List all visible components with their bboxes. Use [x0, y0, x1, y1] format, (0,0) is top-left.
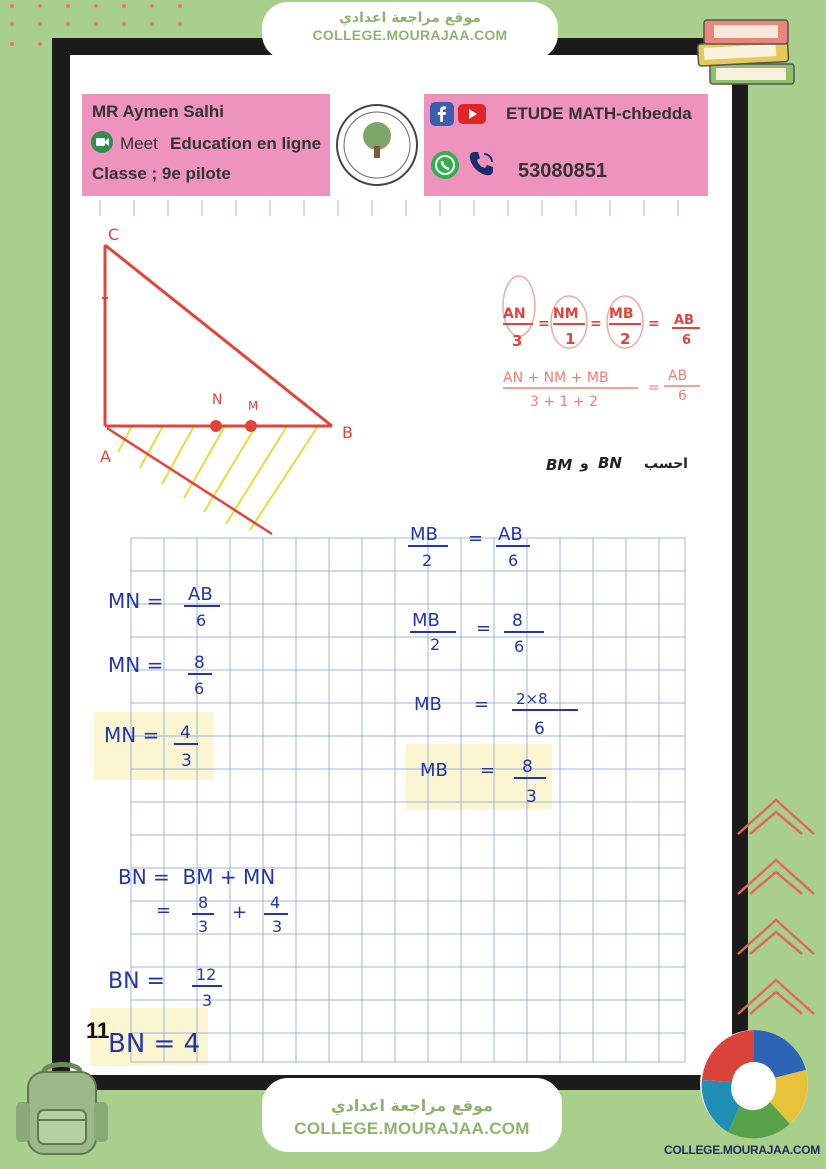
meet-label: Meet	[120, 134, 158, 153]
school-wheel-icon	[694, 1024, 814, 1142]
point-n-marker	[210, 420, 222, 432]
svg-text:6: 6	[682, 333, 692, 348]
label-a: A	[100, 447, 111, 466]
triangle-figure	[100, 225, 353, 534]
svg-text:2: 2	[422, 551, 433, 570]
svg-text:6: 6	[534, 719, 545, 739]
svg-text:=: =	[156, 900, 172, 921]
svg-text:8: 8	[522, 757, 533, 777]
svg-text:BN = 4: BN = 4	[108, 1029, 201, 1059]
svg-text:3: 3	[181, 751, 192, 771]
svg-text:AB: AB	[674, 313, 694, 328]
svg-text:MN =: MN =	[104, 723, 160, 747]
svg-text:BN: BN	[598, 454, 622, 472]
svg-text:=: =	[474, 694, 490, 715]
svg-text:6: 6	[678, 388, 687, 404]
svg-text:6: 6	[514, 637, 525, 656]
footer-domain: COLLEGE.MOURAJAA.COM	[294, 1119, 530, 1139]
svg-text:BN =: BN =	[108, 969, 165, 994]
svg-text:8: 8	[198, 893, 209, 912]
teacher-name: MR Aymen Salhi	[92, 102, 224, 121]
svg-text:2×8: 2×8	[516, 690, 548, 708]
page-number: 11	[86, 1018, 110, 1043]
svg-text:3: 3	[202, 991, 213, 1010]
svg-text:MB: MB	[412, 610, 440, 631]
label-n: N	[212, 392, 223, 408]
platform-name: Education en ligne	[170, 134, 322, 153]
svg-text:3 + 1 + 2: 3 + 1 + 2	[530, 394, 598, 410]
footer-brand: COLLEGE.MOURAJAA.COM	[664, 1143, 821, 1157]
label-b: B	[342, 423, 353, 442]
label-c: C	[108, 225, 120, 244]
svg-text:AB: AB	[188, 584, 213, 605]
phone-number: 53080851	[518, 160, 607, 182]
svg-text:4: 4	[270, 893, 281, 912]
svg-text:=: =	[476, 618, 492, 639]
svg-text:MB: MB	[414, 694, 442, 715]
svg-text:3: 3	[512, 332, 523, 350]
site-domain: COLLEGE.MOURAJAA.COM	[312, 26, 508, 43]
svg-text:4: 4	[180, 723, 191, 743]
svg-text:BM: BM	[546, 456, 573, 474]
backpack-icon	[10, 1058, 114, 1158]
svg-text:6: 6	[508, 551, 519, 570]
svg-text:NM: NM	[553, 306, 579, 322]
svg-text:12: 12	[196, 965, 217, 984]
svg-text:MB: MB	[609, 306, 634, 322]
svg-text:=: =	[648, 380, 660, 396]
svg-text:BN = BM + MN: BN = BM + MN	[118, 865, 276, 889]
channel-name: ETUDE MATH-chbedda	[506, 104, 692, 123]
svg-text:3: 3	[272, 917, 283, 936]
svg-text:=: =	[480, 760, 496, 781]
svg-text:MN =: MN =	[108, 589, 164, 613]
bn-steps	[108, 865, 288, 1059]
svg-text:3: 3	[198, 917, 209, 936]
footer-arabic-name: موقع مراجعة اعدادي	[330, 1096, 494, 1115]
ruler-ticks	[100, 200, 678, 216]
svg-text:و: و	[580, 456, 589, 472]
svg-text:2: 2	[620, 330, 631, 348]
svg-text:6: 6	[194, 679, 205, 698]
hatching	[118, 426, 318, 530]
svg-text:+: +	[232, 902, 248, 923]
chevron-decoration-icon	[730, 790, 826, 1040]
site-footer-pill[interactable]	[262, 1078, 562, 1152]
label-m: M	[248, 399, 259, 413]
point-m-marker	[245, 420, 257, 432]
svg-text:MB: MB	[420, 760, 448, 781]
svg-text:=: =	[648, 316, 660, 332]
svg-text:AN: AN	[503, 306, 526, 322]
svg-text:6: 6	[196, 611, 207, 630]
svg-text:8: 8	[194, 653, 205, 673]
ratio-equalities	[503, 276, 700, 410]
svg-text:1: 1	[565, 330, 576, 348]
mb-steps	[408, 524, 578, 807]
svg-text:MN =: MN =	[108, 653, 164, 677]
svg-text:=: =	[590, 316, 602, 332]
svg-text:MB: MB	[410, 524, 438, 545]
svg-text:AN + NM + MB: AN + NM + MB	[503, 370, 609, 386]
svg-text:=: =	[538, 316, 550, 332]
svg-text:8: 8	[512, 611, 523, 631]
svg-text:AB: AB	[668, 368, 688, 384]
svg-text:احسب: احسب	[644, 456, 688, 472]
task-instruction	[546, 454, 688, 474]
class-label: Classe ; 9e pilote	[92, 164, 231, 183]
svg-text:=: =	[468, 528, 484, 549]
site-arabic-name: موقع مراجعة اعدادي	[339, 10, 481, 26]
svg-text:2: 2	[430, 635, 441, 654]
svg-text:AB: AB	[498, 524, 523, 545]
svg-text:3: 3	[526, 787, 537, 807]
